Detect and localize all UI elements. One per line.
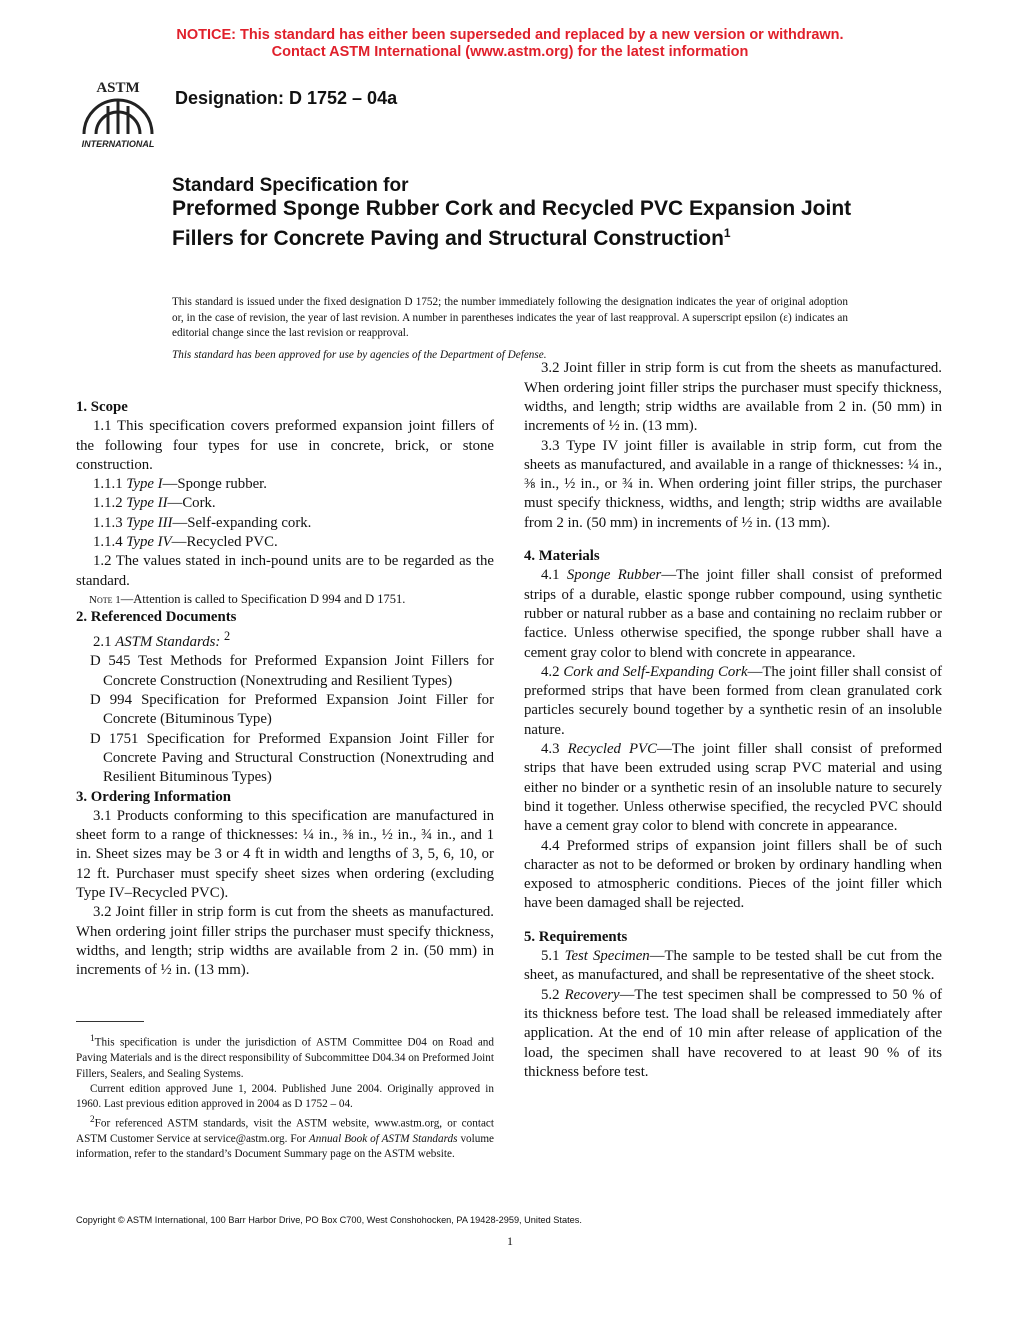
section-heading-referenced: 2. Referenced Documents [76,608,237,625]
para-3-2: 3.2 Joint filler in strip form is cut from the sheets as manufactured. When ordering joint filler strips the purchaser must specify thickness, widths, and length; strip widths are available from 2 in. (50 mm) in increments of ½ in. (13 mm). [76,904,494,979]
section-heading-requirements: 5. Requirements [524,928,628,945]
type-desc: —Recycled PVC. [171,534,278,551]
para-text: —The sample to be tested shall be cut from the sheet, as manufactured, and shall be representative of the sheet stock. [524,948,943,984]
type-label: Type IV [126,534,172,551]
para-4-1 [524,566,942,662]
title-main [172,197,892,251]
document-title [172,175,892,251]
notice-line-1: NOTICE: This standard has either been superseded and replaced by a new version or withdrawn. [176,27,844,43]
designation: Designation: D 1752 – 04a [175,88,398,108]
footnote-1 [76,1032,494,1082]
right-column [524,360,943,1082]
title-main-text: Preformed Sponge Rubber Cork and Recycled PVC Expansion Joint Fillers for Concrete Paving and Structural Construction [172,197,852,250]
num: 1.1.1 [93,476,123,493]
logo-text: ASTM [96,80,140,96]
footnote-text: This specification is under the jurisdiction of ASTM Committee D04 on Road and Paving Materials and is the direct responsibility of Subcommittee D04.34 on Preformed Joint Fillers, Sealers, and Sealing Systems. [76,1036,494,1080]
num: 4.3 [541,741,560,758]
footnote-mark: 2 [90,1114,95,1125]
para-1-1-1 [76,475,494,494]
para-3-2-tail: 3.2 Joint filler in strip form is cut from the sheets as manufactured. When ordering joint filler strips the purchaser must specify thickness, widths, and length; strip widths are available from 2 in. (50 mm) in increments of ½ in. (13 mm). [524,360,942,435]
left-column [76,398,494,979]
footnote-mark: 1 [90,1034,95,1044]
para-title: Cork and Self-Expanding Cork [563,663,748,680]
issued-note: This standard is issued under the fixed designation D 1752; the number immediately following the designation indicates the year of original adoption or, in the case of revision, the year of last revision. A number in parentheses indicates the year of last reapproval. A superscript epsilon (ε) indicates an editorial change since the last revision or reapproval. [172,296,848,339]
para-1-1-2 [76,494,494,513]
type-desc: —Self-expanding cork. [172,514,312,531]
para-title: Test Specimen [564,948,650,965]
para-1-1-4 [76,533,494,552]
para-1-1: 1.1 This specification covers preformed expansion joint fillers of the following four types for use in concrete, brick, or stone construction. [76,418,494,473]
para-4-4: 4.4 Preformed strips of expansion joint fillers shall be of such character as not to be deformed or broken by ordinary handling when exposed to atmospheric conditions. Pieces of the joint filler which have been damaged shall be rejected. [524,837,942,912]
type-desc: —Sponge rubber. [162,476,267,493]
section-heading-materials: 4. Materials [524,548,600,565]
num: 1.1.2 [93,495,123,512]
para-text: —The joint filler shall consist of preformed strips that have been formed from clean granulated cork particles securely bound together by a synthetic resin of an insoluble nature. [524,663,942,738]
para-3-3: 3.3 Type IV joint filler is available in strip form, cut from the sheets as manufactured, and available in a range of thicknesses: ¼ in., ⅜ in., ½ in., or ¾ in. When ordering joint filler strips, the purchaser must specify thickness, widths, and length; strip widths are available from 2 in. (50 mm) in increments of ½ in. (13 mm). [524,437,942,531]
logo-subtext: INTERNATIONAL [81,139,155,149]
title-line-1: Standard Specification for [172,175,409,196]
ref-d545: D 545 Test Methods for Preformed Expansion Joint Fillers for Concrete Construction (Nonextruding and Resilient Types) [90,653,494,689]
note-text: —Attention is called to Specification D 994 and D 1751. [120,591,406,606]
footnote-2 [76,1113,494,1163]
dod-note: This standard has been approved for use by agencies of the Department of Defense. [172,349,547,361]
para-title: Sponge Rubber [566,567,662,584]
footnote-text: For referenced ASTM standards, visit the ASTM website, www.astm.org, or contact ASTM Customer Service at service@astm.org. For [76,1117,494,1145]
copyright: Copyright © ASTM International, 100 Barr Harbor Drive, PO Box C700, West Conshohocken, PA 19428-2959, United States. [76,1215,582,1225]
astm-standards-label: ASTM Standards: [115,634,221,651]
para-text: —The joint filler shall consist of preformed strips of a durable, elastic sponge rubber compound, using synthetic rubber or natural rubber as a base and containing no reclaim rubber or factice. Unless otherwise specified, the sponge rubber shall have a cement gray color to blend with concrete in appearance. [524,567,943,661]
footnotes [76,1032,494,1163]
para-2-1 [76,627,494,652]
para-5-1 [524,947,942,986]
para-1-1-3 [76,514,494,533]
ref-d1751: D 1751 Specification for Preformed Expansion Joint Filler for Concrete Paving and Structural Construction (Nonextruding and Resilient Bituminous Types) [90,730,494,786]
footnote-rule [76,1021,144,1022]
num: 5.1 [541,948,560,965]
para-title: Recovery [564,986,620,1003]
para-3-1: 3.1 Products conforming to this specification are manufactured in sheet form to a range of thicknesses: ¼ in., ⅜ in., ½ in., ¾ in., and 1 in. Sheet sizes may be 3 or 4 ft in width and lengths of 3, 5, 6, 10, or 12 ft. Purchaser must specify sheet sizes when ordering (excluding Type IV–Recycled PVC). [76,807,494,902]
footnote-text: volume information, refer to the standard’s Document Summary page on the ASTM website. [76,1132,495,1161]
num: 1.1.4 [93,534,123,551]
num: 1.1.3 [93,514,123,531]
notice-line-2: Contact ASTM International (www.astm.org) for the latest information [271,43,749,60]
footnote-italic: Annual Book of ASTM Standards [308,1132,458,1145]
para-4-3 [524,740,942,836]
title-footnote-mark: 1 [723,226,731,240]
para-1-2: 1.2 The values stated in inch-pound units are to be regarded as the standard. [76,553,494,589]
para-4-2 [524,663,942,740]
type-label: Type III [126,514,173,531]
page-number: 1 [507,1234,513,1248]
withdrawn-notice [0,27,1020,60]
para-5-2 [524,986,942,1082]
para-title: Recycled PVC [567,741,657,758]
footnote-mark: 2 [224,629,231,644]
section-heading-ordering: 3. Ordering Information [76,788,231,805]
para-text: —The joint filler shall consist of preformed strips that have been extruded using scrap PVC material and using either no binder or a synthetic resin of an insoluble nature to securely bind it together. Unless otherwise specified, the recycled PVC should have a cement gray color to blend with concrete in appearance. [524,741,942,835]
type-desc: —Cork. [167,495,216,512]
para-text: —The test specimen shall be compressed to 50 % of its thickness before test. The load shall be released immediately after application. At the end of 10 min after release of application of the load, the specimen shall have recovered to at least 90 % of its thickness before test. [524,986,943,1080]
astm-logo [70,72,166,152]
ref-d994: D 994 Specification for Preformed Expansion Joint Filler for Concrete (Bituminous Type) [90,692,494,728]
para-3-2-continued [524,360,942,437]
footnote-1-edition: Current edition approved June 1, 2004. Published June 2004. Originally approved in 1960. Last previous edition approved in 2004 as D 1752 – 04. [76,1082,494,1111]
type-label: Type I [126,476,163,493]
section-heading-scope: 1. Scope [76,399,128,415]
type-label: Type II [126,495,168,512]
num: 4.1 [541,567,560,584]
num: 2.1 [93,634,112,651]
note-label: Note 1 [89,593,121,606]
num: 5.2 [541,986,560,1003]
num: 4.2 [541,663,560,680]
note-1 [76,591,494,608]
